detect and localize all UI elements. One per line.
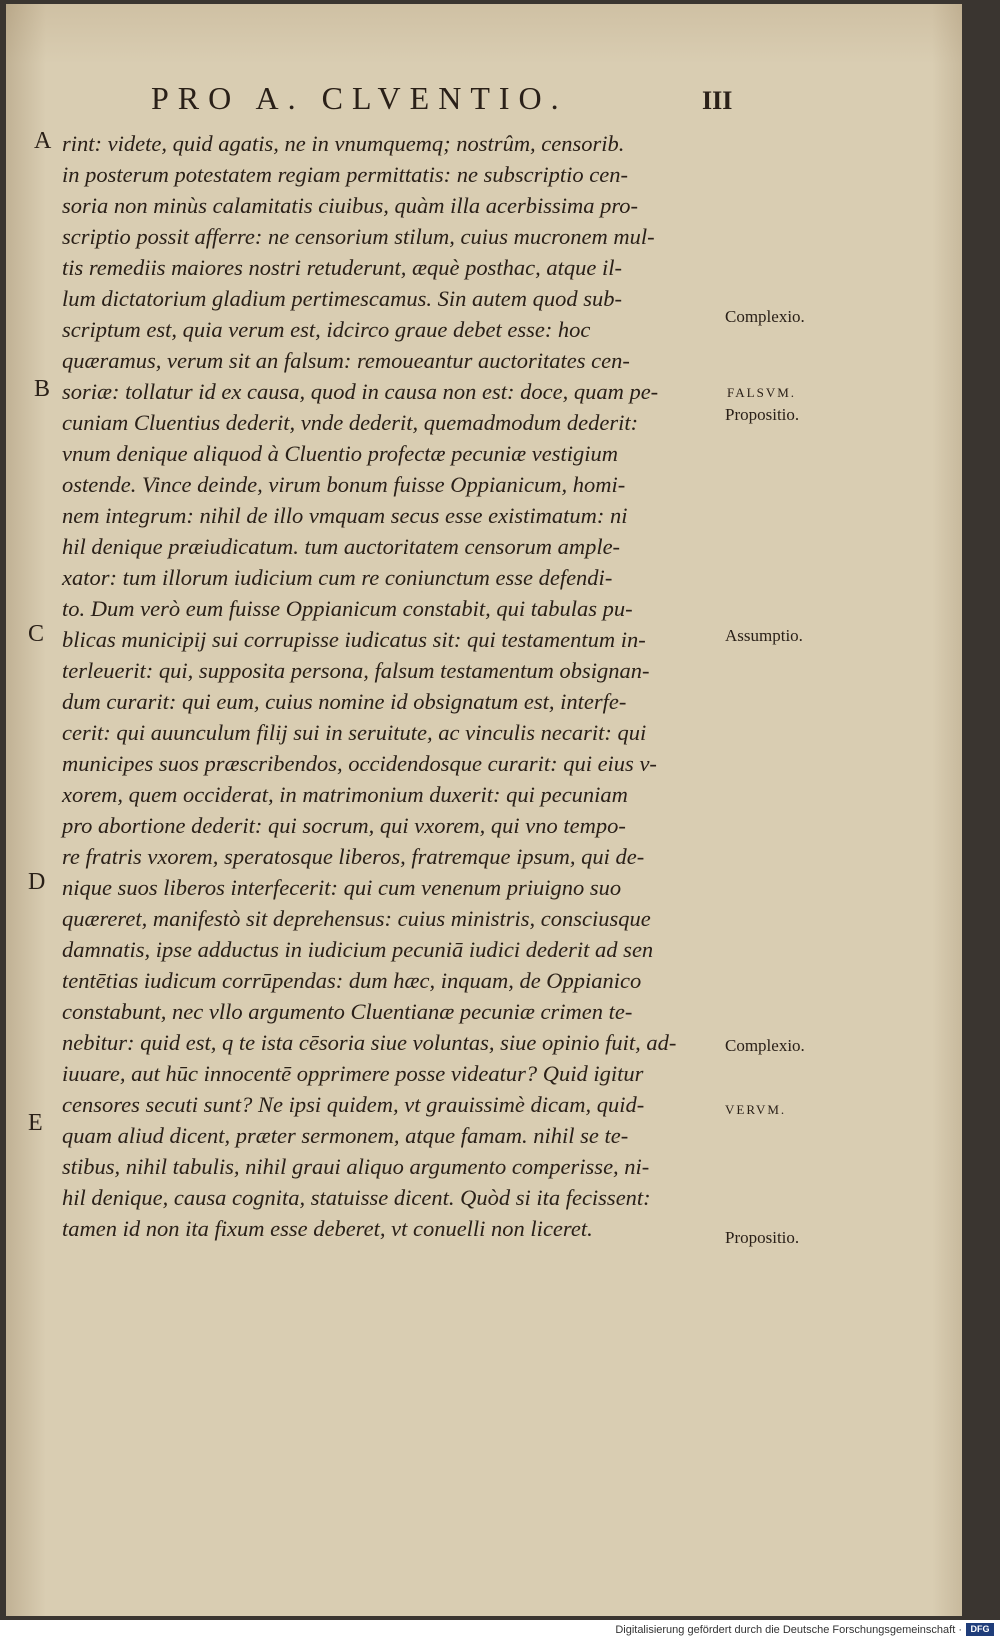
text-line: censores secuti sunt? Ne ipsi quidem, vt grauissimè dicam, quid-	[62, 1092, 645, 1117]
text-line: terleuerit: qui, supposita persona, falsum testamentum obsignan-	[62, 658, 650, 683]
text-line: ostende. Vince deinde, virum bonum fuisse Oppianicum, homi-	[62, 472, 626, 497]
text-line: soria non minùs calamitatis ciuibus, quàm illa acerbissima pro-	[62, 193, 639, 218]
text-line: rint: videte, quid agatis, ne in vnumquemq; nostrûm, censorib.	[62, 131, 625, 156]
text-line: xorem, quem occiderat, in matrimonium duxerit: qui pecuniam	[62, 782, 628, 807]
text-line: tamen id non ita fixum esse deberet, vt conuelli non liceret.	[62, 1216, 593, 1241]
section-marker-b: B	[34, 376, 51, 402]
text-line: quæreret, manifestò sit deprehensus: cuius ministris, consciusque	[62, 906, 651, 931]
text-line: to. Dum verò eum fuisse Oppianicum constabit, qui tabulas pu-	[62, 596, 633, 621]
text-line: scriptio possit afferre: ne censorium stilum, cuius mucronem mul-	[62, 224, 655, 249]
section-marker-d: D	[28, 869, 46, 895]
text-line: municipes suos præscribendos, occidendosque curarit: qui eius v-	[62, 751, 657, 776]
text-line: cerit: qui auunculum filij sui in seruitute, ac vinculis necarit: qui	[62, 720, 647, 745]
text-line: re fratris vxorem, speratosque liberos, fratremque ipsum, qui de-	[62, 844, 645, 869]
text-line: nique suos liberos interfecerit: qui cum venenum priuigno suo	[62, 875, 622, 900]
text-line: nem integrum: nihil de illo vmquam secus esse existimatum: ni	[62, 503, 628, 528]
footer-credit: Digitalisierung gefördert durch die Deutsche Forschungsgemeinschaft ·	[615, 1624, 962, 1636]
text-line: hil denique præiudicatum. tum auctoritatem censorum ample-	[62, 534, 621, 559]
text-line: tentētias iudicum corrūpendas: dum hæc, inquam, de Oppianico	[62, 968, 642, 993]
text-line: dum curarit: qui eum, cuius nomine id obsignatum est, interfe-	[62, 689, 627, 714]
text-line: pro abortione dederit: qui socrum, qui vxorem, qui vno tempo-	[62, 813, 626, 838]
text-line: iuuare, aut hūc innocentē opprimere posse videatur? Quid igitur	[62, 1061, 644, 1086]
margin-note-complexio: Complexio.	[725, 307, 805, 326]
margin-note-complexio-2: Complexio.	[725, 1036, 805, 1055]
text-line: lum dictatorium gladium pertimescamus. Sin autem quod sub-	[62, 286, 622, 311]
running-title: PRO A. CLVENTIO.	[151, 80, 568, 116]
margin-note-propositio: Propositio.	[725, 405, 800, 424]
text-line: quæramus, verum sit an falsum: remoueantur auctoritates cen-	[62, 348, 630, 373]
text-line: damnatis, ipse adductus in iudicium pecuniā iudici dederit ad sen	[62, 937, 654, 962]
text-line: soriæ: tollatur id ex causa, quod in causa non est: doce, quam pe-	[62, 379, 659, 404]
text-line: scriptum est, quia verum est, idcirco graue debet esse: hoc	[62, 317, 591, 342]
section-marker-e: E	[28, 1110, 43, 1136]
margin-note-assumptio: Assumptio.	[725, 626, 803, 645]
footer-bar	[0, 1620, 1000, 1640]
text-line: constabunt, nec vllo argumento Cluentianæ pecuniæ crimen te-	[62, 999, 633, 1024]
margin-note-propositio-2: Propositio.	[725, 1228, 800, 1247]
text-line: cuniam Cluentius dederit, vnde dederit, quemadmodum dederit:	[62, 410, 639, 435]
section-marker-c: C	[28, 621, 45, 647]
text-line: xator: tum illorum iudicium cum re coniunctum esse defendi-	[62, 565, 613, 590]
folio-number: III	[702, 86, 733, 115]
text-line: quam aliud dicent, præter sermonem, atque famam. nihil se te-	[62, 1123, 629, 1148]
section-marker-a: A	[34, 128, 52, 154]
text-line: stibus, nihil tabulis, nihil graui aliquo argumento comperisse, ni-	[62, 1154, 650, 1179]
text-line: vnum denique aliquod à Cluentio profectæ pecuniæ vestigium	[62, 441, 618, 466]
text-line: nebitur: quid est, q te ista cēsoria siue voluntas, siue opinio fuit, ad-	[62, 1030, 677, 1055]
text-line: in posterum potestatem regiam permittatis: ne subscriptio cen-	[62, 162, 628, 187]
dfg-logo: DFG	[966, 1623, 994, 1636]
text-line: hil denique, causa cognita, statuisse dicent. Quòd si ita fecissent:	[62, 1185, 651, 1210]
text-line: blicas municipij sui corrupisse iudicatus sit: qui testamentum in-	[62, 627, 646, 652]
margin-note-verum: VERVM.	[725, 1102, 787, 1117]
book-page	[6, 4, 962, 1616]
margin-note-falsum: FALSVM.	[727, 385, 797, 400]
text-line: tis remediis maiores nostri retuderunt, æquè posthac, atque il-	[62, 255, 622, 280]
